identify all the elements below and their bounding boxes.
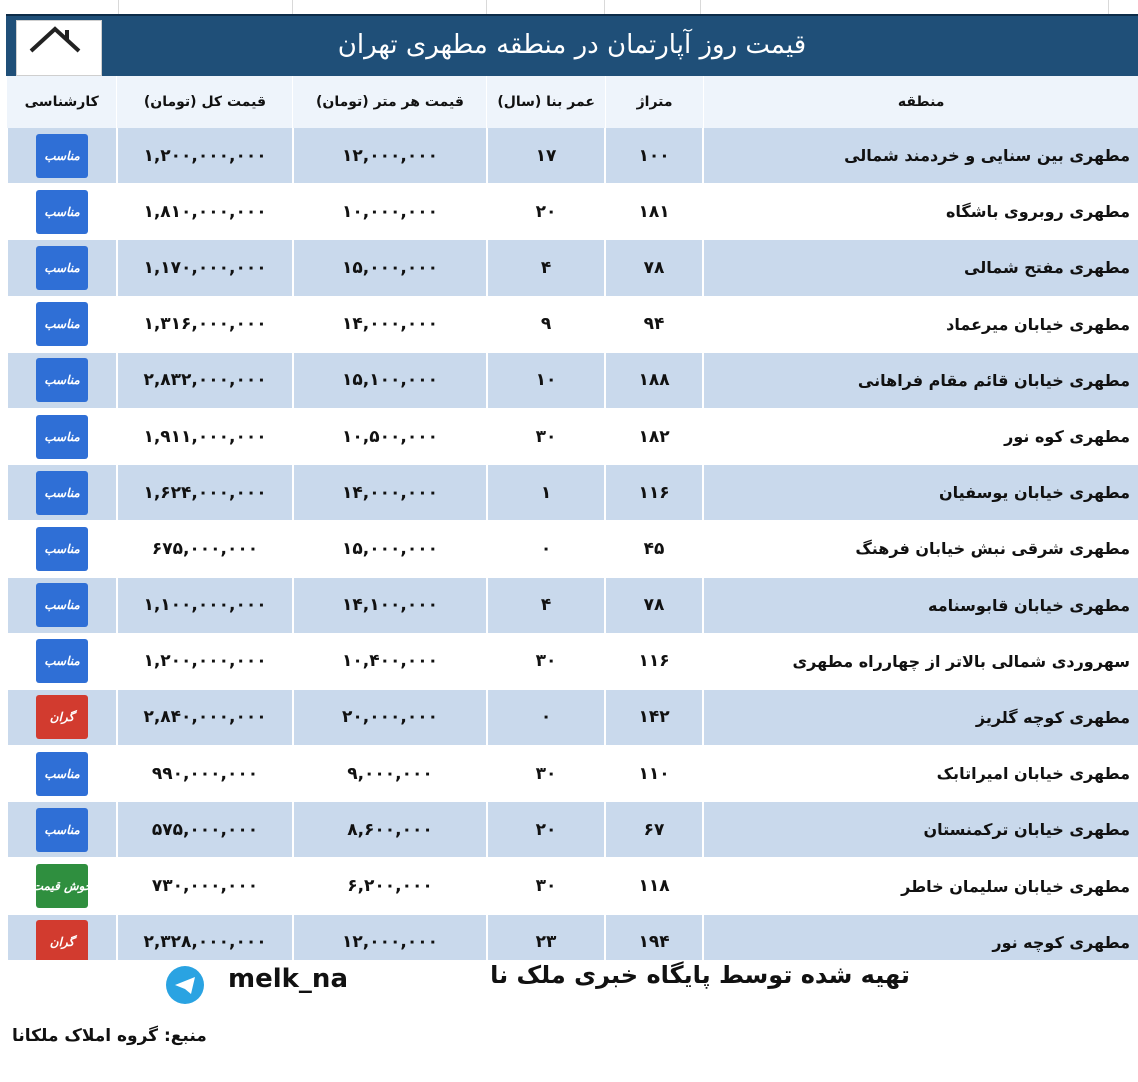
- price-per-meter-cell: ۸,۶۰۰,۰۰۰: [292, 802, 486, 857]
- rating-badge: مناسب: [36, 527, 88, 571]
- region-cell: مطهری کوچه نور: [702, 915, 1138, 970]
- agent-cell: [6, 240, 116, 295]
- rating-badge: مناسب: [36, 808, 88, 852]
- area-cell: ۱۸۲: [604, 409, 702, 464]
- source-text: منبع: گروه املاک ملکانا: [12, 1026, 207, 1046]
- price-per-meter-cell: ۱۰,۰۰۰,۰۰۰: [292, 184, 486, 239]
- grid-line: [118, 0, 119, 14]
- telegram-icon: [166, 966, 204, 1004]
- total-price-cell: ۷۳۰,۰۰۰,۰۰۰: [116, 858, 292, 913]
- age-cell: ۲۳: [486, 915, 604, 970]
- area-cell: ۹۴: [604, 297, 702, 352]
- header-price-per-meter: قیمت هر متر (تومان): [292, 76, 486, 128]
- price-per-meter-cell: ۱۴,۰۰۰,۰۰۰: [292, 297, 486, 352]
- area-cell: ۱۸۸: [604, 353, 702, 408]
- rating-badge: خوش قیمت: [36, 864, 88, 908]
- agent-cell: [6, 858, 116, 913]
- total-price-cell: ۹۹۰,۰۰۰,۰۰۰: [116, 746, 292, 801]
- price-per-meter-cell: ۲۰,۰۰۰,۰۰۰: [292, 690, 486, 745]
- region-cell: مطهری کوچه گلریز: [702, 690, 1138, 745]
- total-price-cell: ۱,۱۷۰,۰۰۰,۰۰۰: [116, 240, 292, 295]
- grid-line: [1108, 0, 1109, 14]
- telegram-handle: melk_na: [228, 964, 348, 994]
- total-price-cell: ۲,۸۴۰,۰۰۰,۰۰۰: [116, 690, 292, 745]
- area-cell: ۱۱۶: [604, 465, 702, 520]
- agent-cell: [6, 409, 116, 464]
- area-cell: ۱۱۰: [604, 746, 702, 801]
- table-row: [6, 690, 1138, 746]
- age-cell: ۲۰: [486, 184, 604, 239]
- region-cell: مطهری خیابان قائم مقام فراهانی: [702, 353, 1138, 408]
- age-cell: ۴: [486, 240, 604, 295]
- price-per-meter-cell: ۱۰,۴۰۰,۰۰۰: [292, 634, 486, 689]
- agent-cell: [6, 690, 116, 745]
- agent-cell: [6, 353, 116, 408]
- rating-badge: مناسب: [36, 639, 88, 683]
- table-row: [6, 240, 1138, 296]
- price-per-meter-cell: ۱۴,۰۰۰,۰۰۰: [292, 465, 486, 520]
- table-header: [6, 76, 1138, 129]
- table-row: [6, 578, 1138, 634]
- region-cell: مطهری خیابان یوسفیان: [702, 465, 1138, 520]
- area-cell: ۱۰۰: [604, 128, 702, 183]
- rating-badge: مناسب: [36, 471, 88, 515]
- agent-cell: [6, 128, 116, 183]
- total-price-cell: ۵۷۵,۰۰۰,۰۰۰: [116, 802, 292, 857]
- area-cell: ۷۸: [604, 578, 702, 633]
- rating-badge: مناسب: [36, 583, 88, 627]
- age-cell: ۱: [486, 465, 604, 520]
- grid-line: [604, 0, 605, 14]
- rating-badge: مناسب: [36, 358, 88, 402]
- rating-badge: مناسب: [36, 134, 88, 178]
- rating-badge: مناسب: [36, 302, 88, 346]
- age-cell: ۱۰: [486, 353, 604, 408]
- rating-badge: مناسب: [36, 415, 88, 459]
- total-price-cell: ۱,۲۰۰,۰۰۰,۰۰۰: [116, 634, 292, 689]
- total-price-cell: ۲,۸۳۲,۰۰۰,۰۰۰: [116, 353, 292, 408]
- agent-cell: [6, 634, 116, 689]
- rating-badge: مناسب: [36, 752, 88, 796]
- region-cell: مطهری روبروی باشگاه: [702, 184, 1138, 239]
- grid-line: [292, 0, 293, 14]
- age-cell: ۳۰: [486, 634, 604, 689]
- price-per-meter-cell: ۱۵,۱۰۰,۰۰۰: [292, 353, 486, 408]
- total-price-cell: ۲,۳۲۸,۰۰۰,۰۰۰: [116, 915, 292, 970]
- grid-line: [700, 0, 701, 14]
- header-agent: کارشناسی: [6, 76, 116, 128]
- table-row: [6, 634, 1138, 690]
- table-row: [6, 465, 1138, 521]
- region-cell: مطهری کوه نور: [702, 409, 1138, 464]
- age-cell: ۱۷: [486, 128, 604, 183]
- header-total-price: قیمت کل (تومان): [116, 76, 292, 128]
- agent-cell: [6, 184, 116, 239]
- page-title: قیمت روز آپارتمان در منطقه مطهری تهران: [337, 30, 807, 60]
- agent-cell: [6, 521, 116, 576]
- region-cell: مطهری خیابان میرعماد: [702, 297, 1138, 352]
- house-logo-icon: [17, 21, 101, 75]
- agent-cell: [6, 746, 116, 801]
- region-cell: مطهری خیابان قابوسنامه: [702, 578, 1138, 633]
- header-age: عمر بنا (سال): [486, 76, 604, 128]
- area-cell: ۱۱۶: [604, 634, 702, 689]
- area-cell: ۱۸۱: [604, 184, 702, 239]
- price-per-meter-cell: ۱۰,۵۰۰,۰۰۰: [292, 409, 486, 464]
- total-price-cell: ۱,۸۱۰,۰۰۰,۰۰۰: [116, 184, 292, 239]
- region-cell: مطهری بین سنایی و خردمند شمالی: [702, 128, 1138, 183]
- total-price-cell: ۱,۱۰۰,۰۰۰,۰۰۰: [116, 578, 292, 633]
- area-cell: ۱۴۲: [604, 690, 702, 745]
- area-cell: ۷۸: [604, 240, 702, 295]
- price-per-meter-cell: ۱۵,۰۰۰,۰۰۰: [292, 521, 486, 576]
- age-cell: ۳۰: [486, 746, 604, 801]
- price-per-meter-cell: ۱۲,۰۰۰,۰۰۰: [292, 128, 486, 183]
- age-cell: ۲۰: [486, 802, 604, 857]
- age-cell: ۳۰: [486, 409, 604, 464]
- region-cell: مطهری خیابان سلیمان خاطر: [702, 858, 1138, 913]
- age-cell: ۰: [486, 690, 604, 745]
- grid-line: [486, 0, 487, 14]
- region-cell: مطهری مفتح شمالی: [702, 240, 1138, 295]
- price-table-body: [6, 128, 1138, 971]
- table-row: [6, 521, 1138, 577]
- total-price-cell: ۱,۳۱۶,۰۰۰,۰۰۰: [116, 297, 292, 352]
- spreadsheet-top-strip: [0, 0, 1138, 14]
- rating-badge: مناسب: [36, 190, 88, 234]
- agent-cell: [6, 465, 116, 520]
- total-price-cell: ۱,۲۰۰,۰۰۰,۰۰۰: [116, 128, 292, 183]
- total-price-cell: ۶۷۵,۰۰۰,۰۰۰: [116, 521, 292, 576]
- age-cell: ۹: [486, 297, 604, 352]
- header-region: منطقه: [703, 76, 1138, 128]
- total-price-cell: ۱,۹۱۱,۰۰۰,۰۰۰: [116, 409, 292, 464]
- table-row: [6, 409, 1138, 465]
- price-per-meter-cell: ۱۵,۰۰۰,۰۰۰: [292, 240, 486, 295]
- age-cell: ۴: [486, 578, 604, 633]
- area-cell: ۱۱۸: [604, 858, 702, 913]
- price-per-meter-cell: ۹,۰۰۰,۰۰۰: [292, 746, 486, 801]
- table-row: [6, 802, 1138, 858]
- melkna-logo: [16, 20, 102, 76]
- agent-cell: [6, 297, 116, 352]
- table-row: [6, 858, 1138, 914]
- area-cell: ۴۵: [604, 521, 702, 576]
- table-row: [6, 184, 1138, 240]
- rating-badge: گران: [36, 920, 88, 964]
- region-cell: سهروردی شمالی بالاتر از چهارراه مطهری: [702, 634, 1138, 689]
- title-banner: [6, 14, 1138, 76]
- age-cell: ۳۰: [486, 858, 604, 913]
- price-per-meter-cell: ۶,۲۰۰,۰۰۰: [292, 858, 486, 913]
- age-cell: ۰: [486, 521, 604, 576]
- rating-badge: گران: [36, 695, 88, 739]
- footer: [0, 960, 1138, 1082]
- header-area: متراژ: [605, 76, 703, 128]
- prepared-by-text: تهیه شده توسط پایگاه خبری ملک نا: [490, 961, 910, 989]
- region-cell: مطهری خیابان امیراتابک: [702, 746, 1138, 801]
- table-row: [6, 128, 1138, 184]
- table-row: [6, 353, 1138, 409]
- rating-badge: مناسب: [36, 246, 88, 290]
- price-per-meter-cell: ۱۲,۰۰۰,۰۰۰: [292, 915, 486, 970]
- agent-cell: [6, 578, 116, 633]
- region-cell: مطهری شرقی نبش خیابان فرهنگ: [702, 521, 1138, 576]
- total-price-cell: ۱,۶۲۴,۰۰۰,۰۰۰: [116, 465, 292, 520]
- area-cell: ۱۹۴: [604, 915, 702, 970]
- table-row: [6, 746, 1138, 802]
- agent-cell: [6, 802, 116, 857]
- price-per-meter-cell: ۱۴,۱۰۰,۰۰۰: [292, 578, 486, 633]
- region-cell: مطهری خیابان ترکمنستان: [702, 802, 1138, 857]
- area-cell: ۶۷: [604, 802, 702, 857]
- table-row: [6, 297, 1138, 353]
